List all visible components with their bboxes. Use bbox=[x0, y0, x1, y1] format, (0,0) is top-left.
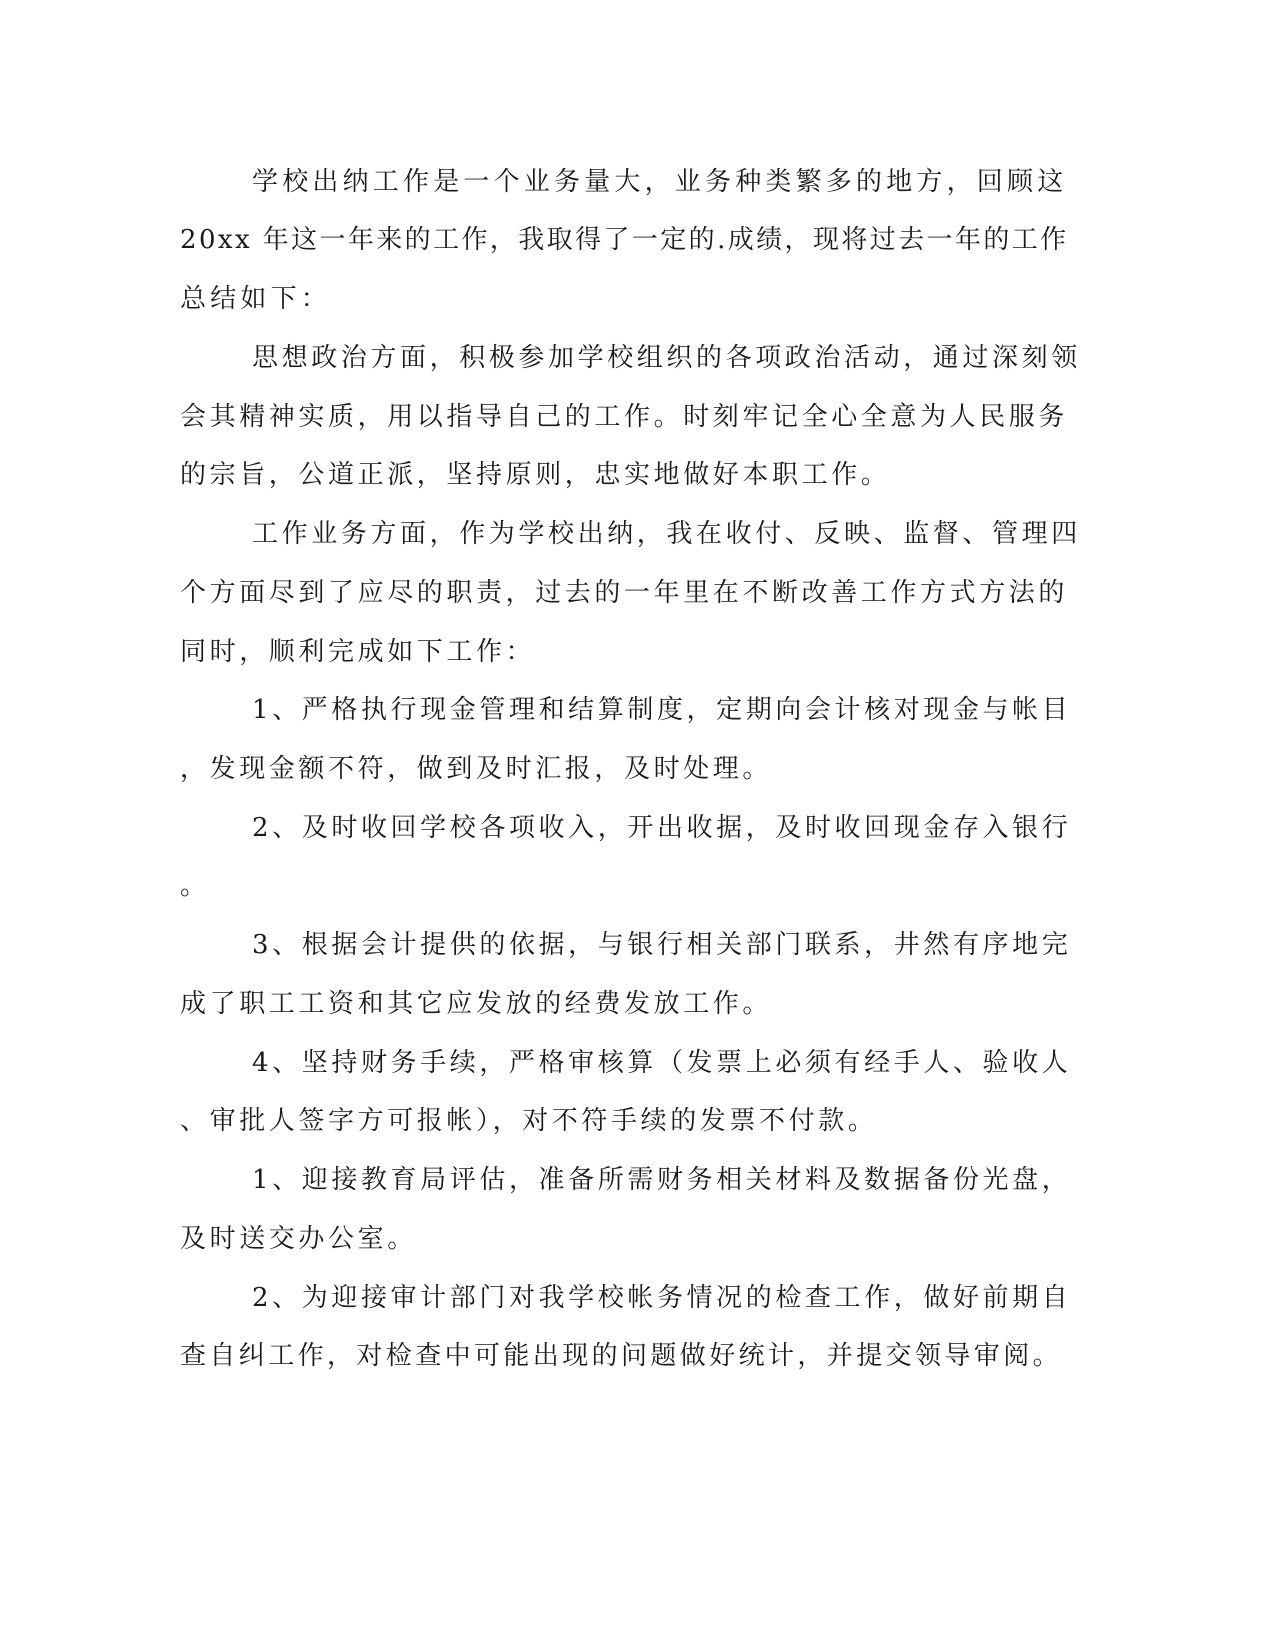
list-item-3-line-2: 成了职工工资和其它应发放的经费发放工作。 bbox=[180, 989, 773, 1019]
list-item-6-line-1: 2、为迎接审计部门对我学校帐务情况的检查工作，做好前期自 bbox=[252, 1283, 1072, 1313]
list-item-6-line-2: 查自纠工作，对检查中可能出现的问题做好统计，并提交领导审阅。 bbox=[180, 1341, 1063, 1371]
paragraph-3-line-1: 工作业务方面，作为学校出纳，我在收付、反映、监督、管理四 bbox=[252, 519, 1081, 549]
list-item-1-line-2: ，发现金额不符，做到及时汇报，及时处理。 bbox=[180, 754, 773, 784]
list-item-1-line-1: 1、严格执行现金管理和结算制度，定期向会计核对现金与帐目 bbox=[252, 695, 1072, 725]
paragraph-1-line-3: 总结如下： bbox=[180, 284, 332, 314]
paragraph-2-line-3: 的宗旨，公道正派，坚持原则，忠实地做好本职工作。 bbox=[180, 460, 891, 490]
list-item-5-line-2: 及时送交办公室。 bbox=[180, 1224, 417, 1254]
paragraph-2-line-1: 思想政治方面，积极参加学校组织的各项政治活动，通过深刻领 bbox=[252, 343, 1081, 373]
list-item-3-line-1: 3、根据会计提供的依据，与银行相关部门联系，井然有序地完 bbox=[252, 930, 1072, 960]
list-item-5-line-1: 1、迎接教育局评估，准备所需财务相关材料及数据备份光盘， bbox=[252, 1165, 1072, 1195]
list-item-4-line-1: 4、坚持财务手续，严格审核算（发票上必须有经手人、验收人 bbox=[252, 1048, 1072, 1078]
paragraph-3-line-3: 同时，顺利完成如下工作： bbox=[180, 637, 536, 667]
paragraph-3-line-2: 个方面尽到了应尽的职责，过去的一年里在不断改善工作方式方法的 bbox=[180, 578, 1069, 608]
list-item-2-line-1: 2、及时收回学校各项收入，开出收据，及时收回现金存入银行 bbox=[252, 813, 1072, 843]
list-item-2-line-2: 。 bbox=[180, 871, 210, 901]
paragraph-1-line-2: 20xx 年这一年来的工作，我取得了一定的.成绩，现将过去一年的工作 bbox=[180, 225, 1069, 255]
paragraph-1-line-1: 学校出纳工作是一个业务量大，业务种类繁多的地方，回顾这 bbox=[252, 167, 1068, 197]
list-item-4-line-2: 、审批人签字方可报帐），对不符手续的发票不付款。 bbox=[180, 1106, 878, 1136]
paragraph-2-line-2: 会其精神实质，用以指导自己的工作。时刻牢记全心全意为人民服务 bbox=[180, 402, 1069, 432]
